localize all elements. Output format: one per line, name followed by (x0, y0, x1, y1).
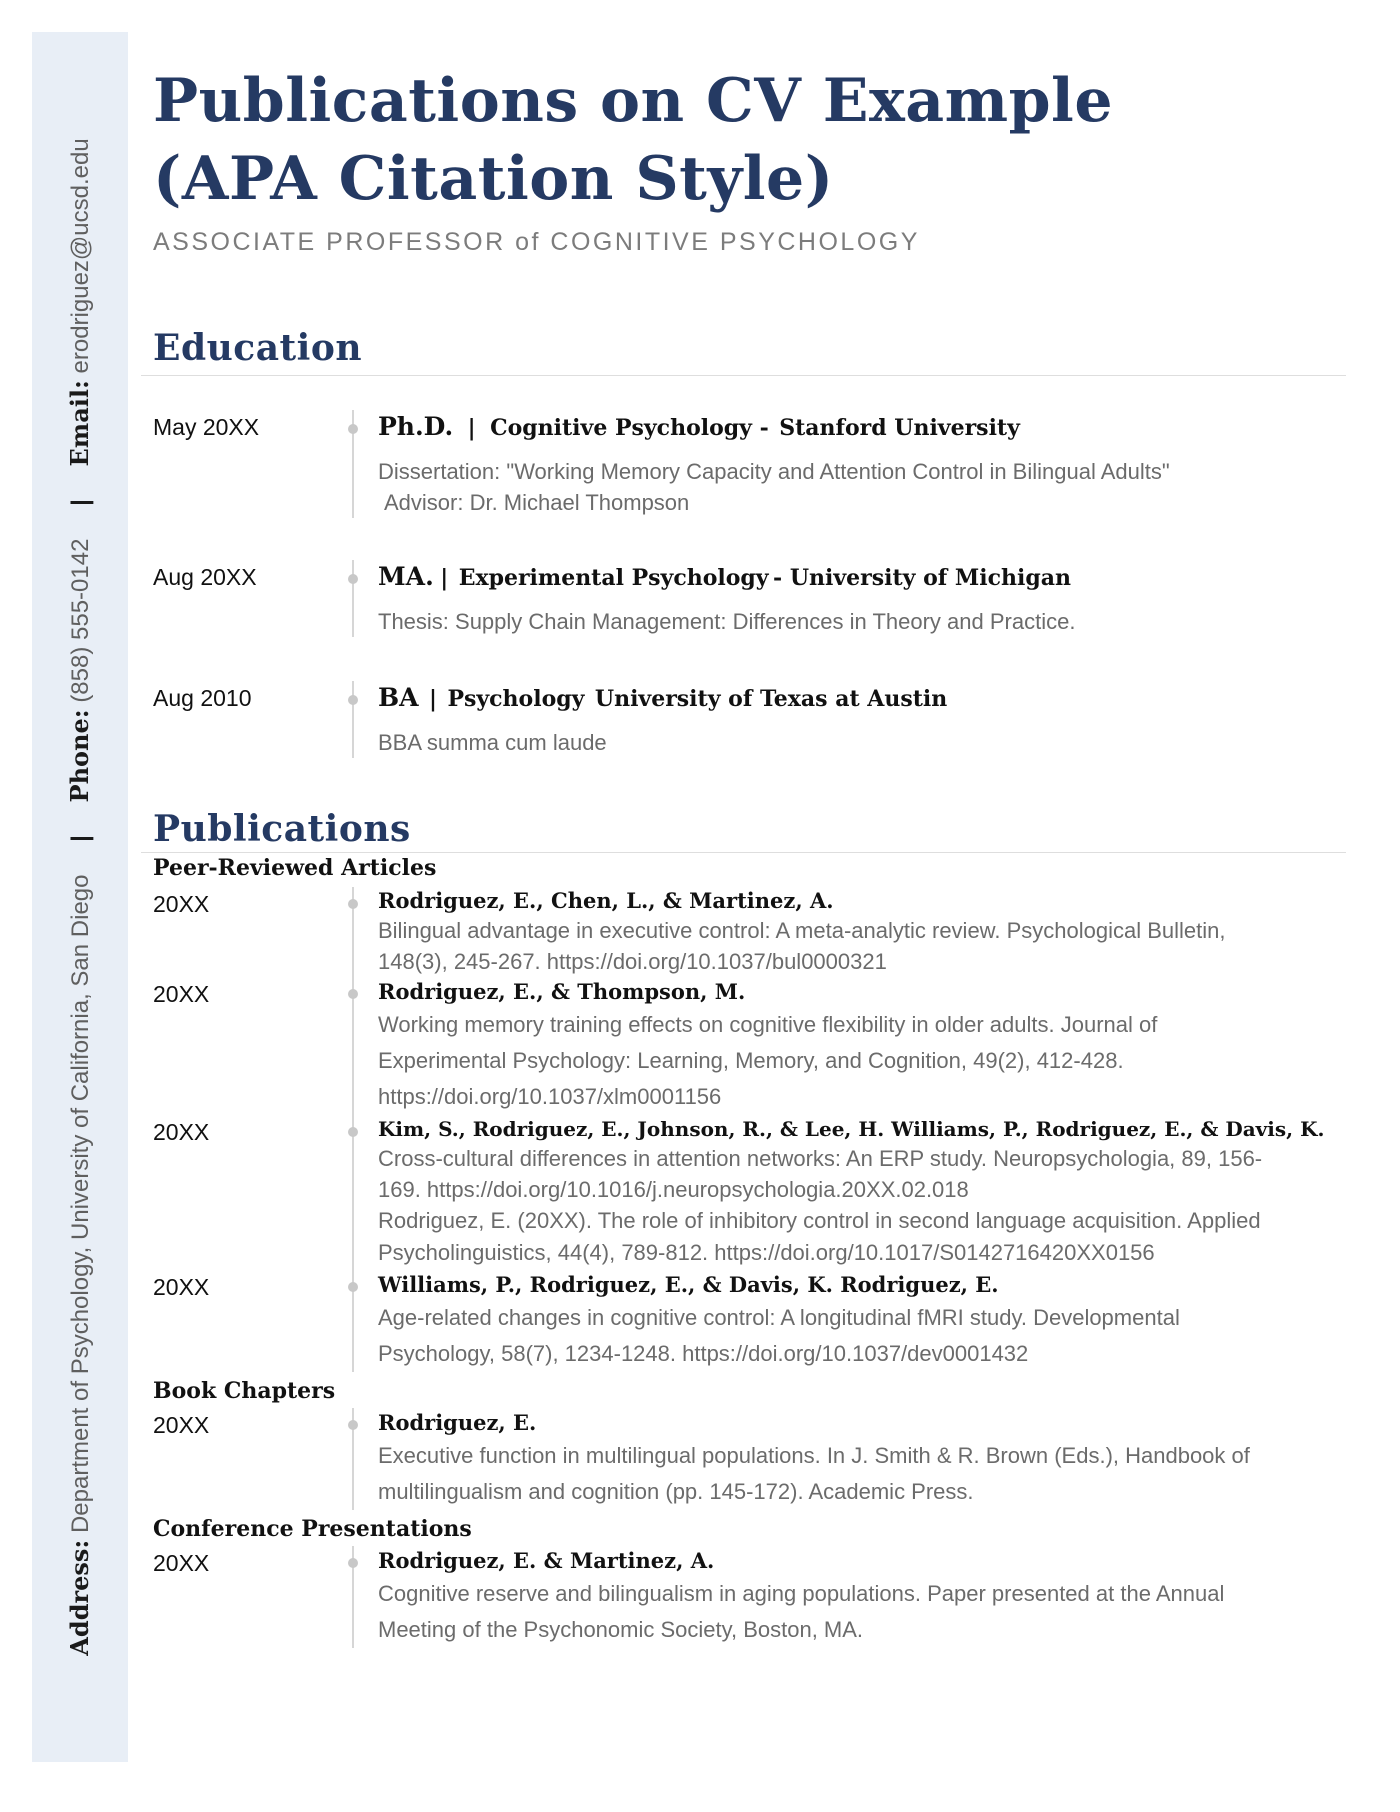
school: Stanford University (779, 415, 1020, 441)
page-subtitle: ASSOCIATE PROFESSOR of COGNITIVE PSYCHOLOGY (153, 228, 920, 256)
degree: BA (378, 683, 419, 712)
title-line-1: Publications on CV Example (153, 66, 1114, 136)
publication-authors: Rodriguez, E., & Thompson, M. (378, 979, 746, 1004)
timeline-dot (348, 1420, 358, 1430)
publication-citation: Age-related changes in cognitive control: A longitudinal fMRI study. Developmental (378, 1305, 1180, 1330)
publication-citation: Meeting of the Psychonomic Society, Boston, MA. (378, 1617, 864, 1642)
degree-separator: | (428, 686, 437, 712)
timeline (342, 977, 378, 1115)
cv-main (153, 62, 1346, 1648)
publication-citation: Psychology, 58(7), 1234-1248. https://doi.org/10.1037/dev0001432 (378, 1341, 1029, 1366)
education-entry (153, 681, 1346, 768)
title-line-2: (APA Citation Style) (153, 144, 834, 214)
degree: MA. (378, 562, 434, 591)
entry-content (378, 1115, 1346, 1270)
publication-citation: Cross-cultural differences in attention networks: An ERP study. Neuropsychologia, 89, 156- (378, 1146, 1263, 1171)
address-label: Address: (65, 1539, 94, 1656)
education-entry (153, 410, 1346, 560)
publication-citation: Psycholinguistics, 44(4), 789-812. https://doi.org/10.1017/S0142716420XX0156 (378, 1240, 1155, 1265)
publication-entry (153, 881, 1346, 977)
publication-citation: Cognitive reserve and bilingualism in aging populations. Paper presented at the Annual (378, 1581, 1225, 1606)
publication-authors: Rodriguez, E. & Martinez, A. (378, 1548, 715, 1573)
entry-content (378, 977, 1346, 1115)
publication-citation: 169. https://doi.org/10.1016/j.neuropsychologia.20XX.02.018 (378, 1177, 969, 1202)
timeline-dot (348, 424, 358, 434)
degree-separator: | (467, 415, 476, 441)
section-divider (141, 375, 1346, 376)
email-value: erodriguez@ucsd.edu (67, 138, 94, 374)
entry-year: 20XX (153, 1119, 210, 1145)
entry-year: 20XX (153, 981, 210, 1007)
section-divider (141, 852, 1346, 853)
timeline (342, 887, 378, 977)
peer-reviewed-heading: Peer-Reviewed Articles (153, 855, 437, 881)
publication-entry (153, 1546, 1346, 1648)
publication-authors: Kim, S., Rodriguez, E., Johnson, R., & Lee, H. Williams, P., Rodriguez, E., & Davis, K. (378, 1117, 1325, 1141)
publication-citation: multilingualism and cognition (pp. 145-172). Academic Press. (378, 1479, 974, 1504)
publications-heading: Publications (153, 808, 411, 850)
timeline (342, 410, 378, 518)
email-label: Email: (65, 380, 94, 467)
entry-content (378, 887, 1346, 977)
entry-detail: BBA summa cum laude (378, 730, 607, 755)
conference-heading: Conference Presentations (153, 1516, 472, 1542)
school: - University of Michigan (773, 565, 1071, 591)
entry-detail: Dissertation: "Working Memory Capacity and Attention Control in Bilingual Adults" (378, 459, 1170, 484)
entry-year: 20XX (153, 1550, 210, 1576)
contact-line (65, 138, 95, 1655)
degree-separator: | (440, 565, 449, 591)
education-heading: Education (153, 327, 363, 369)
entry-year: 20XX (153, 891, 210, 917)
entry-detail: Thesis: Supply Chain Management: Differences in Theory and Practice. (378, 609, 1076, 634)
page-title (153, 62, 1346, 218)
contact-separator: | (67, 835, 94, 842)
publication-authors: Williams, P., Rodriguez, E., & Davis, K. Rodriguez, E. (378, 1272, 999, 1297)
publication-citation: Rodriguez, E. (20XX). The role of inhibitory control in second language acquisition. Applied (378, 1208, 1261, 1233)
publication-citation: Executive function in multilingual populations. In J. Smith & R. Brown (Eds.), Handbook of (378, 1443, 1250, 1468)
entry-content (378, 1270, 1346, 1372)
timeline (342, 1115, 378, 1270)
publication-citation: Working memory training effects on cognitive flexibility in older adults. Journal of (378, 1012, 1158, 1037)
field: Experimental Psychology (458, 565, 769, 591)
publication-entry (153, 1408, 1346, 1510)
timeline-dot (348, 899, 358, 909)
timeline (342, 1270, 378, 1372)
school: University of Texas at Austin (594, 686, 948, 712)
entry-date: Aug 20XX (153, 564, 257, 590)
publication-citation: Experimental Psychology: Learning, Memory, and Cognition, 49(2), 412-428. (378, 1048, 1124, 1073)
publication-citation: 148(3), 245-267. https://doi.org/10.1037/bul0000321 (378, 949, 887, 974)
timeline (342, 681, 378, 758)
timeline-dot (348, 1282, 358, 1292)
degree: Ph.D. (378, 412, 454, 441)
entry-date: Aug 2010 (153, 685, 252, 711)
publication-entry (153, 977, 1346, 1115)
entry-year: 20XX (153, 1274, 210, 1300)
education-list (153, 410, 1346, 768)
publication-authors: Rodriguez, E. (378, 1410, 537, 1435)
publication-citation: https://doi.org/10.1037/xlm0001156 (378, 1084, 722, 1109)
timeline (342, 1408, 378, 1510)
timeline (342, 560, 378, 637)
entry-content (378, 1408, 1346, 1510)
contact-separator: | (67, 499, 94, 506)
publication-entry (153, 1115, 1346, 1270)
timeline-dot (348, 695, 358, 705)
entry-detail: Advisor: Dr. Michael Thompson (384, 490, 690, 515)
entry-content (378, 410, 1346, 518)
publication-entry (153, 1270, 1346, 1372)
education-entry (153, 560, 1346, 681)
phone-label: Phone: (65, 709, 94, 803)
timeline-dot (348, 1558, 358, 1568)
publication-authors: Rodriguez, E., Chen, L., & Martinez, A. (378, 888, 834, 913)
entry-year: 20XX (153, 1412, 210, 1438)
entry-date: May 20XX (153, 414, 260, 440)
contact-sidebar (32, 32, 128, 1762)
publication-citation: Bilingual advantage in executive control: A meta-analytic review. Psychological Bulletin, (378, 918, 1226, 943)
entry-content (378, 1546, 1346, 1648)
timeline (342, 1546, 378, 1648)
field: Cognitive Psychology - (490, 415, 769, 441)
entry-content (378, 681, 1346, 758)
book-chapters-heading: Book Chapters (153, 1378, 336, 1404)
timeline-dot (348, 1127, 358, 1137)
timeline-dot (348, 574, 358, 584)
entry-content (378, 560, 1346, 637)
timeline-dot (348, 989, 358, 999)
address-value: Department of Psychology, University of California, San Diego (67, 874, 94, 1534)
field: Psychology (447, 686, 585, 712)
phone-value: (858) 555-0142 (67, 538, 94, 703)
